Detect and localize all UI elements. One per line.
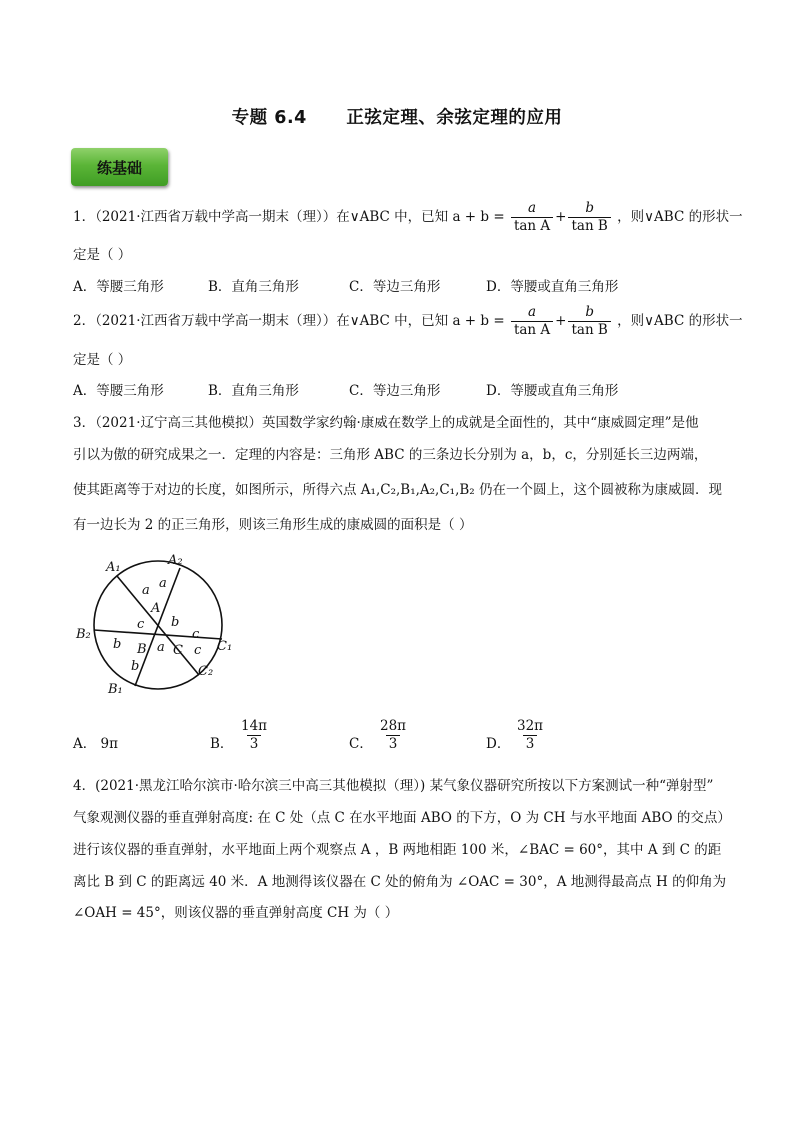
q3-line1: 3．（2021·辽宁高三其他模拟）英国数学家约翰·康威在数学上的成就是全面性的，其中“康威圆定理”是他 — [73, 415, 699, 431]
q4-line1: 4．(2021·黑龙江哈尔滨市·哈尔滨三中高三其他模拟（理）) 某气象仪器研究所按以下方案测试一种“弹射型” — [73, 778, 714, 794]
q2-stem-pre: 2．（2021·江西省万载中学高一期末（理））在∨ABC 中，已知 a + b = — [73, 313, 505, 329]
q3-line3: 使其距离等于对边的长度，如图所示，所得六点 A₁,C₂,B₁,A₂,C₁,B₂ 仍在一个圆上，这个圆被称为康威圆．现 — [73, 482, 723, 498]
side-label-a3: a — [157, 640, 165, 655]
side-label-a2: a — [159, 576, 167, 591]
label-c2: C₂ — [198, 664, 214, 679]
label-a2: A₂ — [168, 553, 183, 568]
q1-stem-post: ，则∨ABC 的形状一 — [617, 209, 743, 225]
q1-option-a[interactable]: A．等腰三角形 — [73, 279, 164, 295]
side-label-c3: c — [194, 643, 202, 658]
q1-fraction-a: $\frac{a}{\text{tan A}}$ — [511, 200, 553, 235]
q1-stem-pre: 1．（2021·江西省万载中学高一期末（理））在∨ABC 中，已知 a + b = — [73, 209, 505, 225]
side-label-b2: b — [113, 637, 122, 652]
q1-stem-line2: 定是（ ） — [73, 247, 132, 263]
q1-stem: 1．（2021·江西省万载中学高一期末（理））在∨ABC 中，已知 a + b = $\frac{a}{\text{tan A}}$ + $\frac{b}{\text{tan B}}$ ，则∨ABC 的形状一 — [73, 200, 743, 234]
page-title: 专题 6.4 正弦定理、余弦定理的应用 — [231, 108, 563, 128]
q4-line2: 气象观测仪器的垂直弹射高度: 在 C 处（点 C 在水平地面 ABO 的下方，O 为 CH 与水平地面 ABO 的交点） — [73, 810, 731, 826]
q2-option-c[interactable]: C．等边三角形 — [349, 383, 441, 399]
q4-line4: 离比 B 到 C 的距离远 40 米．A 地测得该仪器在 C 处的俯角为 ∠OAC = 30°，A 地测得最高点 H 的仰角为 — [73, 874, 727, 890]
label-a: A — [151, 601, 161, 616]
label-a1: A₁ — [106, 560, 121, 575]
q1-options — [73, 277, 713, 297]
side-label-c1: c — [137, 617, 145, 632]
label-c: C — [173, 643, 183, 658]
q1-fraction-b: $\frac{b}{\text{tan B}}$ — [568, 200, 610, 235]
side-label-b1: b — [171, 615, 180, 630]
q3-line2: 引以为傲的研究成果之一．定理的内容是：三角形 ABC 的三条边长分别为 a，b，c，分别延长三边两端， — [73, 447, 708, 463]
q2-stem: 2．（2021·江西省万载中学高一期末（理））在∨ABC 中，已知 a + b = $\frac{a}{\text{tan A}}$ + $\frac{b}{\text{tan B}}$ ，则∨ABC 的形状一 — [73, 304, 743, 338]
q2-option-b[interactable]: B．直角三角形 — [208, 383, 299, 399]
q1-option-b[interactable]: B．直角三角形 — [208, 279, 299, 295]
side-label-a1: a — [142, 583, 150, 598]
q4-line3: 进行该仪器的垂直弹射，水平地面上两个观察点 A ，B 两地相距 100 米，∠BAC = 60°，其中 A 到 C 的距 — [73, 842, 722, 858]
q3-line4: 有一边长为 2 的正三角形，则该三角形生成的康威圆的面积是（ ） — [73, 517, 473, 533]
q2-options — [73, 381, 713, 401]
label-b2: B₂ — [76, 627, 91, 642]
q2-fraction-b: $\frac{b}{\text{tan B}}$ — [568, 304, 610, 339]
q2-stem-line2: 定是（ ） — [73, 352, 132, 368]
side-label-c2: c — [192, 627, 200, 642]
q4-line5: ∠OAH = 45°，则该仪器的垂直弹射高度 CH 为（ ） — [73, 905, 399, 921]
label-b: B — [137, 642, 147, 657]
q1-option-c[interactable]: C．等边三角形 — [349, 279, 441, 295]
q2-fraction-a: $\frac{a}{\text{tan A}}$ — [511, 304, 553, 339]
q1-option-d[interactable]: D．等腰或直角三角形 — [486, 279, 619, 295]
conway-circle-figure — [73, 550, 243, 700]
q2-option-a[interactable]: A．等腰三角形 — [73, 383, 164, 399]
q2-stem-post: ，则∨ABC 的形状一 — [617, 313, 743, 329]
section-badge: 练基础 — [71, 148, 168, 186]
label-b1: B₁ — [108, 682, 123, 697]
q2-option-d[interactable]: D．等腰或直角三角形 — [486, 383, 619, 399]
side-label-b3: b — [131, 659, 140, 674]
label-c1: C₁ — [217, 639, 233, 654]
